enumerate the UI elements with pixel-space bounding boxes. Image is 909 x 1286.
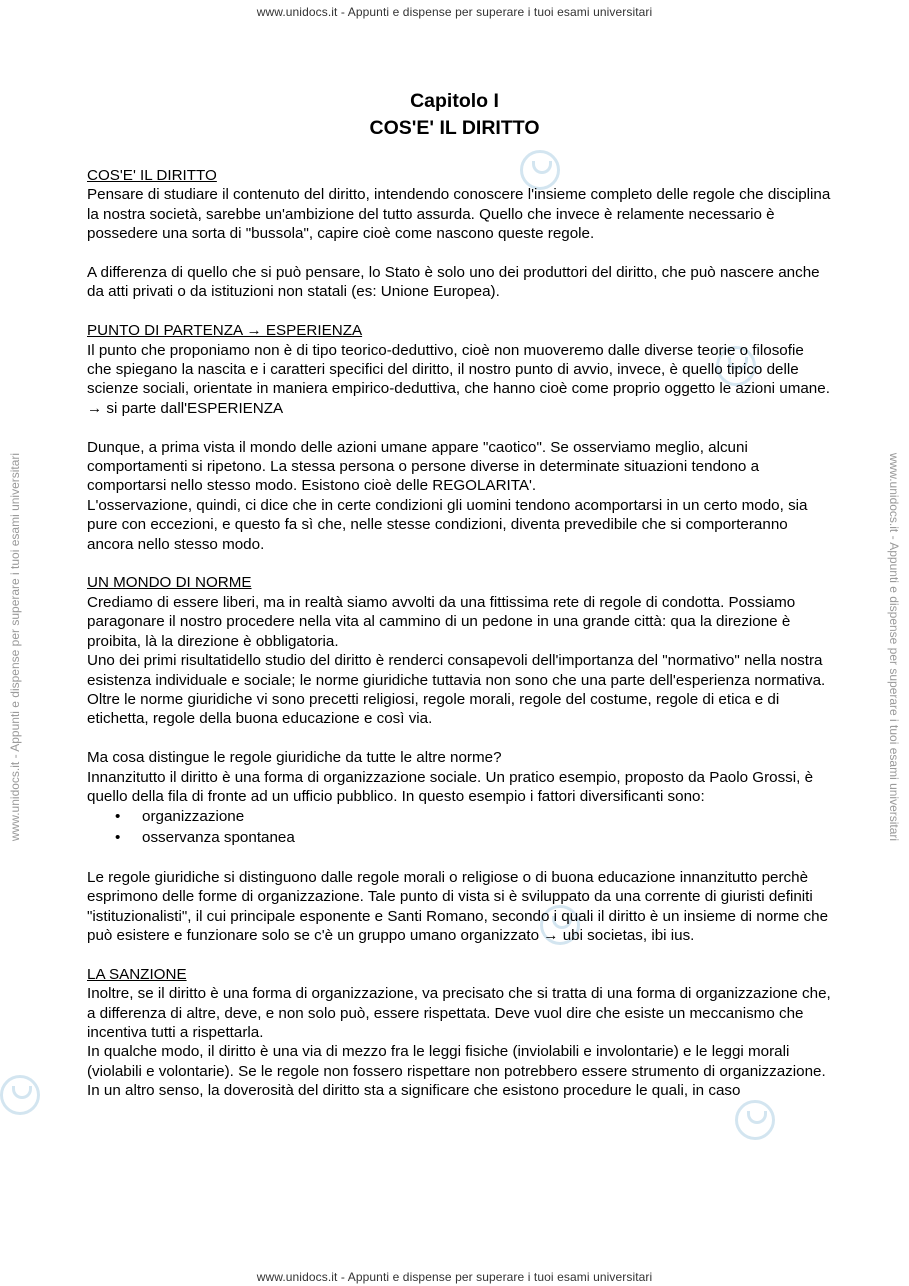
chapter-label: Capitolo I: [410, 90, 499, 112]
bullet-list: [87, 806, 832, 848]
section-heading: LA SANZIONE: [87, 965, 187, 983]
paragraph: Il punto che proponiamo non è di tipo teorico-deduttivo, cioè non muoveremo dalle diverse teorie o filosofie che spiegano la nascita e i caratteri specifici del diritto, il nostro punto di avvio, invece, è quello tipico delle scienze sociali, orientate in maniera empirico-deduttiva, che hanno cioè come proprio oggetto le azioni umane.: [87, 341, 830, 398]
left-side-watermark: www.unidocs.it - Appunti e dispense per superare i tuoi esami universitari: [8, 452, 22, 842]
section-heading: UN MONDO DI NORME: [87, 574, 252, 592]
paragraph: Crediamo di essere liberi, ma in realtà siamo avvolti da una fittissima rete di regole di condotta. Possiamo paragonare il nostro procedere nella vita al cammino di un pedone in una grande città: qua la direzione è proibita, là la direzione è obbligatoria.: [87, 593, 796, 650]
section-heading: COS'E' IL DIRITTO: [87, 167, 217, 184]
right-side-watermark: www.unidocs.it - Appunti e dispense per superare i tuoi esami universitari: [887, 452, 901, 842]
header-watermark: www.unidocs.it - Appunti e dispense per superare i tuoi esami universitari: [256, 5, 653, 19]
watermark-logo-icon: [0, 1075, 40, 1115]
paragraph: Inoltre, se il diritto è una forma di organizzazione, va precisato che si tratta di una forma di organizzazione che, a differenza di altre, deve, e non solo può, essere rispettata. Deve vuol dire che esiste un meccanismo che incentiva tutti a rispettarla.: [87, 985, 831, 1041]
document-body: [87, 166, 832, 1101]
list-item: • osservanza spontanea: [87, 827, 832, 848]
paragraph: Dunque, a prima vista il mondo delle azioni umane appare "caotico". Se osserviamo meglio, alcuni comportamenti si ripetono. La stessa persona o persone diverse in determinate situazioni tendono a comportarsi nello stesso modo. Esistono cioè delle REGOLARITA'.: [87, 438, 760, 495]
paragraph: → si parte dall'ESPERIENZA: [87, 399, 284, 417]
paragraph: In un altro senso, la doverosità del diritto sta a significare che esistono procedure le quali, in caso: [87, 1082, 741, 1100]
paragraph: Uno dei primi risultatidello studio del diritto è renderci consapevoli dell'importanza del "normativo" nella nostra esistenza individuale e sociale; le norme giuridiche tuttavia non sono che una parte dell'esperienza normativa. Oltre le norme giuridiche vi sono precetti religiosi, regole morali, regole del costume, regole di etica e di etichetta, regole della buona educazione e così via.: [87, 652, 826, 728]
footer-watermark: www.unidocs.it - Appunti e dispense per superare i tuoi esami universitari: [256, 1270, 653, 1284]
paragraph: L'osservazione, quindi, ci dice che in certe condizioni gli uomini tendono acomportarsi in un certo modo, sia pure con eccezioni, e questo fa sì che, nelle stesse condizioni, diventa prevedibile che si comporteranno ancora nello stesso modo.: [87, 496, 808, 553]
list-item: • organizzazione: [87, 806, 832, 827]
paragraph: Pensare di studiare il contenuto del diritto, intendendo conoscere l'insieme completo delle regole che disciplina la nostra società, sarebbe un'ambizione del tutto assurda. Quello che invece è relamente necessario è possedere una sorta di "bussola", capire cioè come nascono queste regole.: [87, 186, 831, 243]
paragraph: In qualche modo, il diritto è una via di mezzo fra le leggi fisiche (inviolabili e involontarie) e le leggi morali (violabili e volontarie). Se le regole non fossero rispettare non potrebbero essere strumento di organizzazione.: [87, 1043, 826, 1080]
paragraph: A differenza di quello che si può pensare, lo Stato è solo uno dei produttori del diritto, che può nascere anche da atti privati o da istituzioni non statali (es: Unione Europea).: [87, 264, 820, 301]
chapter-title: COS'E' IL DIRITTO: [369, 117, 540, 139]
paragraph: Ma cosa distingue le regole giuridiche da tutte le altre norme?: [87, 749, 502, 767]
paragraph: Le regole giuridiche si distinguono dalle regole morali o religiose o di buona educazione innanzitutto perchè esprimono delle forme di organizzazione. Tale punto di vista si è sviluppato da una corrente di giuristi definiti "istituzionalisti", il cui principale esponente e Santi Romano, secondo i quali il diritto è un insieme di norme che può esistere e funzionare solo se c'è un gruppo umano organizzato → ubi societas, ibi ius.: [87, 868, 829, 944]
section-heading: PUNTO DI PARTENZA → ESPERIENZA: [87, 322, 363, 340]
paragraph: Innanzitutto il diritto è una forma di organizzazione sociale. Un pratico esempio, proposto da Paolo Grossi, è quello della fila di fronte ad un ufficio pubblico. In questo esempio i fattori diversificanti sono:: [87, 768, 814, 805]
watermark-logo-icon: [735, 1100, 775, 1140]
